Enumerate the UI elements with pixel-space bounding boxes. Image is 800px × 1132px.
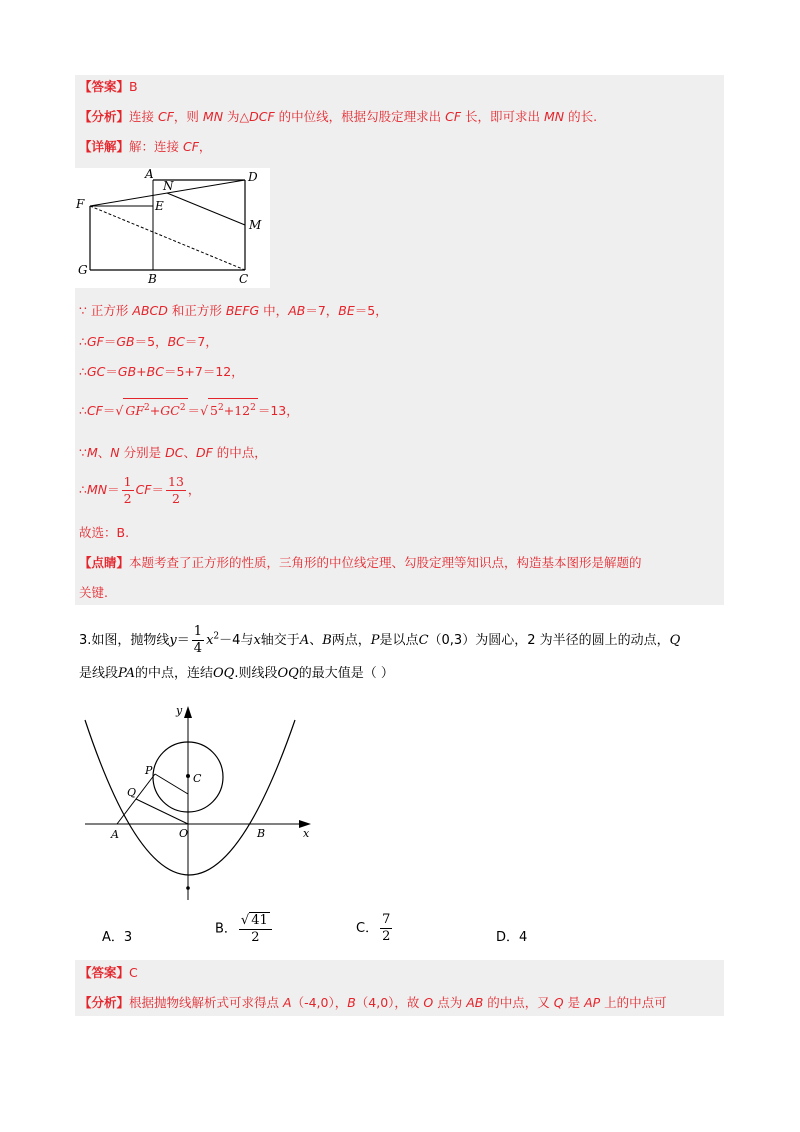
label-G: G	[78, 263, 88, 277]
detail-line: 【详解】解：连接 CF，	[79, 139, 212, 154]
label-A: A	[145, 168, 154, 181]
sqrt-5-12: $5^2+12^2$	[208, 398, 258, 420]
step-1: ∵ 正方形 ABCD 和正方形 BEFG 中，AB＝7，BE＝5，	[79, 303, 388, 318]
conclusion-line: 故选：B.	[79, 525, 130, 540]
fraction-sqrt41-2: $\frac{√ 41}{2}$	[239, 912, 272, 946]
label-A2: A	[111, 828, 119, 841]
option-b[interactable]: B． $\frac{√ 41}{2}$	[215, 912, 274, 946]
label-O: O	[179, 827, 189, 840]
comment-line-1: 【点睛】本题考查了正方形的性质，三角形的中位线定理、勾股定理等知识点，构造基本图形是解题的	[79, 555, 642, 570]
label-P: P	[145, 764, 153, 777]
analysis-line: 【分析】连接 CF，则 MN 为△DCF 的中位线，根据勾股定理求出 CF 长，即可求出 MN 的长.	[79, 109, 598, 124]
label-D: D	[248, 170, 258, 184]
question-3-line-1: 3.如图，抛物线y＝ $\frac{1}{4}$ $x^2-4$与x轴交于A、B两点，P是以点C（0,3）为圆心，2 为半径的圆上的动点，Q	[79, 624, 681, 656]
step-5: ∵M、N 分别是 DC、DF 的中点，	[79, 445, 267, 460]
label-x: x	[303, 827, 310, 840]
sqrt-gf-gc: $GF^2+GC^2$	[123, 398, 187, 420]
squares-figure	[75, 168, 270, 288]
answer-line: 【答案】B	[79, 79, 138, 94]
step-3: ∴GC＝GB+BC＝5+7＝12，	[79, 364, 244, 379]
comment-line-2: 关键.	[79, 585, 108, 600]
option-d[interactable]: D．4	[496, 930, 528, 945]
step-2: ∴GF＝GB＝5，BC＝7，	[79, 334, 218, 349]
label-N: N	[163, 179, 174, 193]
answer-line-2: 【答案】C	[79, 965, 138, 980]
label-y: y	[176, 704, 183, 717]
fraction-quarter: $\frac{1}{4}$	[193, 624, 203, 656]
label-B: B	[148, 272, 157, 286]
label-C2: C	[193, 772, 202, 785]
step-6: ∴MN＝ $\frac{1}{2}$ CF＝ $\frac{13}{2}$ ，	[79, 474, 201, 506]
step-4: ∴CF＝√ $GF^2+GC^2$ ＝√ $5^2+12^2 =13$，	[79, 398, 299, 420]
question-3-line-2: 是线段PA的中点，连结OQ.则线段OQ的最大值是（ ）	[79, 666, 394, 681]
label-C: C	[239, 272, 249, 286]
label-B2: B	[257, 827, 266, 840]
label-M: M	[249, 218, 262, 232]
label-Q: Q	[127, 786, 137, 799]
option-a[interactable]: A．3	[102, 930, 133, 945]
fraction-half: $\frac{1}{2}$	[123, 474, 132, 506]
analysis-line-2: 【分析】根据抛物线解析式可求得点 A（-4,0），B（4,0），故 O 点为 AB 的中点，又 Q 是 AP 上的中点可	[79, 995, 667, 1010]
label-F: F	[76, 197, 85, 211]
fraction-13-2: $\frac{13}{2}$	[168, 474, 184, 506]
parabola-figure	[75, 700, 325, 910]
fraction-7-2: $\frac{7}{2}$	[382, 912, 391, 944]
label-E: E	[155, 199, 164, 213]
option-c[interactable]: C． $\frac{7}{2}$	[356, 912, 391, 944]
